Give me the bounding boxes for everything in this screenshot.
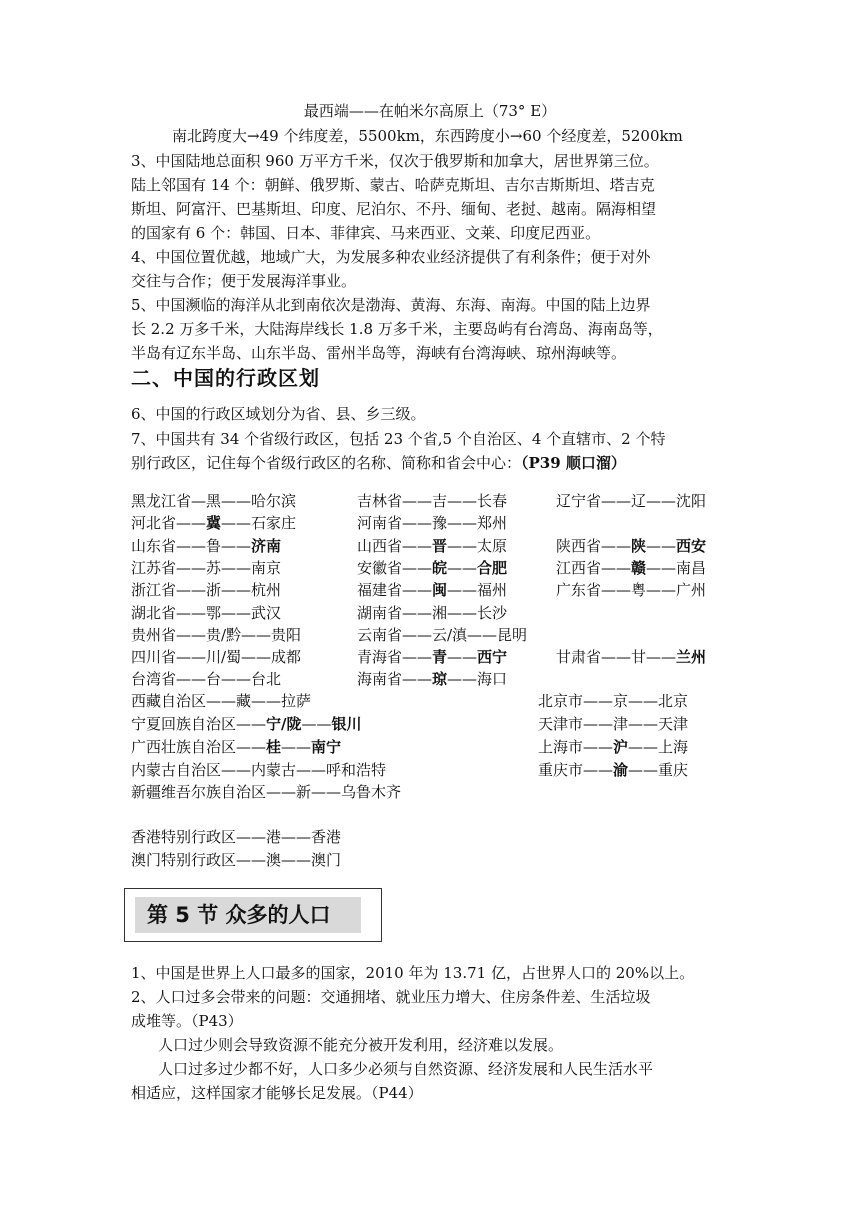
municipality-tianjin: 天津市——津——天津 bbox=[538, 715, 689, 733]
province-shandong: 山东省——鲁——济南 bbox=[131, 537, 282, 555]
province-sichuan: 四川省——川/蜀——成都 bbox=[131, 648, 302, 666]
section-title-shading bbox=[135, 897, 361, 933]
population-line-4: 人口过少则会导致资源不能充分被开发利用，经济难以发展。 bbox=[158, 1036, 564, 1054]
neighbors-line-1: 陆上邻国有 14 个：朝鲜、俄罗斯、蒙古、哈萨克斯坦、吉尔吉斯斯坦、塔吉克 bbox=[131, 176, 655, 194]
municipality-shanghai: 上海市——沪——上海 bbox=[538, 738, 689, 756]
province-jiangxi: 江西省——赣——南昌 bbox=[556, 559, 707, 577]
region-xinjiang: 新疆维吾尔族自治区——新——乌鲁木齐 bbox=[131, 783, 402, 801]
province-hubei: 湖北省——鄂——武汉 bbox=[131, 604, 282, 622]
area-line: 3、中国陆地总面积 960 万平方千米，仅次于俄罗斯和加拿大，居世界第三位。 bbox=[131, 152, 659, 170]
span-line: 南北跨度大→49 个纬度差，5500km，东西跨度小→60 个经度差，5200km bbox=[172, 127, 683, 145]
admin-count-line-2 bbox=[131, 452, 626, 474]
province-henan: 河南省——豫——郑州 bbox=[357, 514, 508, 532]
province-zhejiang: 浙江省——浙——杭州 bbox=[131, 581, 282, 599]
province-shanxi: 山西省——晋——太原 bbox=[357, 537, 508, 555]
population-line-5: 人口过多过少都不好，人口多少必须与自然资源、经济发展和人民生活水平 bbox=[158, 1060, 654, 1078]
municipality-beijing: 北京市——京——北京 bbox=[538, 692, 689, 710]
section-heading-admin-divisions: 二、中国的行政区划 bbox=[131, 366, 320, 390]
province-fujian: 福建省——闽——福州 bbox=[357, 581, 508, 599]
westmost-point-line: 最西端——在帕米尔高原上（73° E） bbox=[303, 102, 557, 120]
province-taiwan: 台湾省——台——台北 bbox=[131, 670, 282, 688]
sar-hongkong: 香港特别行政区——港——香港 bbox=[131, 828, 342, 846]
region-xizang: 西藏自治区——藏——拉萨 bbox=[131, 692, 312, 710]
admin-count-text: 别行政区，记住每个省级行政区的名称、简称和省会中心： bbox=[131, 454, 522, 472]
municipality-chongqing: 重庆市——渝——重庆 bbox=[538, 761, 689, 779]
province-anhui: 安徽省——皖——合肥 bbox=[357, 559, 508, 577]
population-line-1: 1、中国是世界上人口最多的国家，2010 年为 13.71 亿，占世界人口的 20%以上。 bbox=[131, 964, 695, 982]
province-jilin: 吉林省——吉——长春 bbox=[357, 492, 508, 510]
location-line-2: 交往与合作；便于发展海洋事业。 bbox=[131, 272, 357, 290]
seas-line-1: 5、中国濒临的海洋从北到南依次是渤海、黄海、东海、南海。中国的陆上边界 bbox=[131, 296, 651, 314]
province-gansu: 甘肃省——甘——兰州 bbox=[556, 648, 707, 666]
population-line-3: 成堆等。（P43） bbox=[131, 1012, 243, 1030]
rhyme-reference: （P39 顺口溜） bbox=[521, 454, 626, 472]
section-title: 第 5 节 众多的人口 bbox=[147, 903, 331, 927]
neighbors-line-2: 斯坦、阿富汗、巴基斯坦、印度、尼泊尔、不丹、缅甸、老挝、越南。隔海相望 bbox=[131, 200, 657, 218]
section-title-box bbox=[124, 888, 382, 942]
province-jiangsu: 江苏省——苏——南京 bbox=[131, 559, 282, 577]
region-ningxia: 宁夏回族自治区——宁/陇——银川 bbox=[131, 715, 362, 733]
province-yunnan: 云南省——云/滇——昆明 bbox=[357, 626, 528, 644]
province-guangdong: 广东省——粤——广州 bbox=[556, 581, 707, 599]
province-qinghai: 青海省——青——西宁 bbox=[357, 648, 508, 666]
sar-macau: 澳门特别行政区——澳——澳门 bbox=[131, 851, 342, 869]
seas-line-2: 长 2.2 万多千米，大陆海岸线长 1.8 万多千米，主要岛屿有台湾岛、海南岛等， bbox=[131, 320, 663, 338]
province-hainan: 海南省——琼——海口 bbox=[357, 670, 508, 688]
admin-levels-line: 6、中国的行政区域划分为省、县、乡三级。 bbox=[131, 405, 426, 423]
neighbors-line-3: 的国家有 6 个：韩国、日本、菲律宾、马来西亚、文莱、印度尼西亚。 bbox=[131, 224, 601, 242]
region-guangxi: 广西壮族自治区——桂——南宁 bbox=[131, 738, 342, 756]
admin-count-line-1: 7、中国共有 34 个省级行政区，包括 23 个省,5 个自治区、4 个直辖市、2 个特 bbox=[131, 430, 666, 448]
province-liaoning: 辽宁省——辽——沈阳 bbox=[556, 492, 707, 510]
seas-line-3: 半岛有辽东半岛、山东半岛、雷州半岛等，海峡有台湾海峡、琼州海峡等。 bbox=[131, 344, 627, 362]
province-hebei: 河北省——冀——石家庄 bbox=[131, 514, 297, 532]
province-guizhou: 贵州省——贵/黔——贵阳 bbox=[131, 626, 302, 644]
province-hunan: 湖南省——湘——长沙 bbox=[357, 604, 508, 622]
province-heilongjiang: 黑龙江省—黑——哈尔滨 bbox=[131, 492, 297, 510]
population-line-2: 2、人口过多会带来的问题：交通拥堵、就业压力增大、住房条件差、生活垃圾 bbox=[131, 988, 651, 1006]
region-neimenggu: 内蒙古自治区——内蒙古——呼和浩特 bbox=[131, 761, 387, 779]
population-line-6: 相适应，这样国家才能够长足发展。（P44） bbox=[131, 1084, 423, 1102]
province-shaanxi: 陕西省——陕——西安 bbox=[556, 537, 707, 555]
location-line-1: 4、中国位置优越，地域广大，为发展多种农业经济提供了有利条件；便于对外 bbox=[131, 248, 651, 266]
